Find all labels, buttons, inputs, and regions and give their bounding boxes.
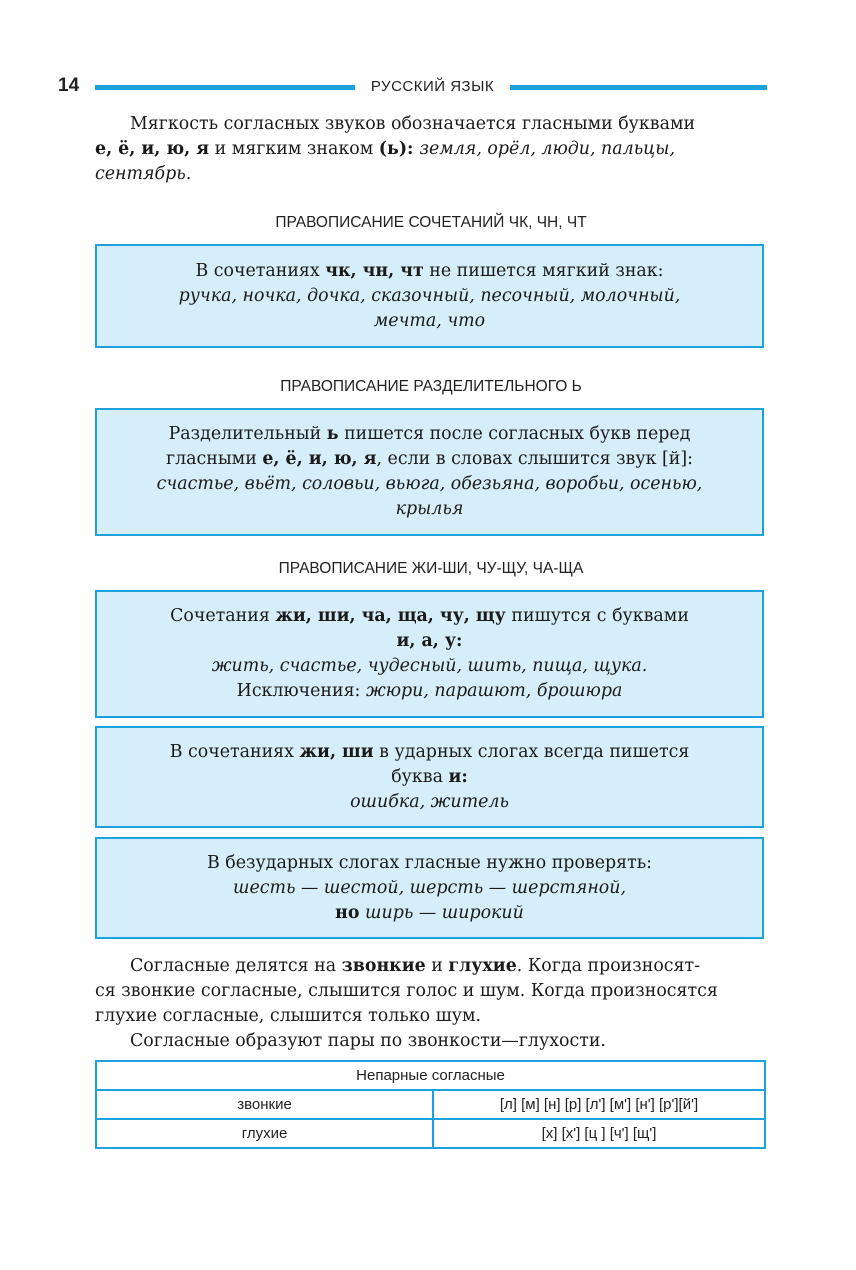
intro-vowels: е, ё, и, ю, я <box>95 139 210 159</box>
body-text: ся звонкие согласные, слышится голос и шум. Когда произносятся <box>95 981 718 1001</box>
section-heading-zhi-shi: ПРАВОПИСАНИЕ ЖИ-ШИ, ЧУ-ЩУ, ЧА-ЩА <box>278 560 584 577</box>
row-value: [л] [м] [н] [р] [л'] [м'] [н'] [р'][й'] <box>433 1090 765 1119</box>
intro-text: и мягким знаком <box>209 139 379 159</box>
table-row <box>96 1090 765 1119</box>
rule-box-zhi-shi-cha-shcha <box>95 590 764 718</box>
running-title: РУССКИЙ ЯЗЫК <box>370 78 495 95</box>
term-voiceless: глухие <box>448 956 517 976</box>
table-row <box>96 1119 765 1148</box>
rule-examples: ручка, ночка, дочка, сказочный, песочный, молочный, <box>178 285 681 306</box>
row-label: глухие <box>96 1119 433 1148</box>
rule-letters: е, ё, и, ю, я <box>262 449 377 469</box>
rule-text: буква <box>391 766 449 787</box>
intro-colon: : <box>407 139 420 159</box>
intro-examples: земля, орёл, люди, пальцы, <box>419 139 675 159</box>
rule-letters: жи, ши <box>299 741 374 762</box>
rule-examples: жить, счастье, чудесный, шить, пища, щука. <box>211 656 648 676</box>
rule-box-separating-soft-sign <box>95 408 764 536</box>
rule-text: в ударных слогах всегда пишется <box>373 741 690 762</box>
header-bar-left <box>95 85 355 90</box>
body-text: Согласные делятся на <box>130 956 342 976</box>
rule-examples: мечта, что <box>373 310 486 331</box>
body-text: и <box>425 956 449 976</box>
unpaired-consonants-table <box>95 1060 766 1149</box>
rule-text: В сочетаниях <box>195 260 326 281</box>
rule-text: пишется после согласных букв перед <box>338 424 691 444</box>
row-label: звонкие <box>96 1090 433 1119</box>
rule-box-chk-chn-cht <box>95 244 764 348</box>
rule-text: не пишется мягкий знак: <box>423 260 664 281</box>
rule-text: Исключения: <box>236 681 366 701</box>
rule-text: гласными <box>165 449 263 469</box>
table-caption-row <box>96 1061 765 1090</box>
rule-text: , если в словах слышится звук [й]: <box>376 449 693 469</box>
intro-examples: сентябрь. <box>95 164 192 184</box>
body-text: глухие согласные, слышится только шум. <box>95 1006 482 1026</box>
rule-text: В сочетаниях <box>169 741 300 762</box>
page-header <box>0 72 856 102</box>
term-voiced: звонкие <box>341 956 426 976</box>
rule-text: Разделительный <box>168 424 327 444</box>
rule-text: пишутся с буквами <box>505 606 689 626</box>
section-heading-chk-chn-cht: ПРАВОПИСАНИЕ СОЧЕТАНИЙ ЧК, ЧН, ЧТ <box>275 214 587 231</box>
rule-letters: и: <box>448 766 468 787</box>
rule-letters: и, а, у: <box>396 631 463 651</box>
section-heading-separating-soft-sign: ПРАВОПИСАНИЕ РАЗДЕЛИТЕЛЬНОГО Ь <box>280 378 582 395</box>
rule-letters: но <box>335 902 360 923</box>
rule-examples: жюри, парашют, брошюра <box>365 681 623 701</box>
rule-examples: ошибка, житель <box>350 791 509 812</box>
intro-text: Мягкость согласных звуков обозначается гласными буквами <box>130 114 696 134</box>
page-number: 14 <box>58 75 80 96</box>
intro-soft-sign: (ь) <box>378 139 408 159</box>
rule-box-unstressed-vowels <box>95 837 764 939</box>
row-value: [х] [х'] [ц ] [ч'] [щ'] <box>433 1119 765 1148</box>
body-text: Согласные образуют пары по звонкости—глухости. <box>130 1031 606 1051</box>
rule-examples: шесть — шестой, шерсть — шерстяной, <box>233 877 626 898</box>
table-caption: Непарные согласные <box>96 1061 765 1090</box>
rule-examples: крылья <box>395 499 464 519</box>
rule-text: Сочетания <box>170 606 276 626</box>
consonants-paragraph <box>95 954 767 1054</box>
rule-letters: ь <box>326 424 339 444</box>
rule-text: В безударных слогах гласные нужно проверять: <box>206 852 653 873</box>
rule-examples: ширь — широкий <box>359 902 524 923</box>
header-bar-right <box>510 85 767 90</box>
rule-letters: жи, ши, ча, ща, чу, щу <box>275 606 506 626</box>
rule-letters: чк, чн, чт <box>325 260 424 281</box>
rule-box-stressed-zhi-shi <box>95 726 764 828</box>
rule-examples: счастье, вьёт, соловьи, вьюга, обезьяна, воробьи, осенью, <box>156 474 703 494</box>
intro-paragraph <box>95 112 767 187</box>
body-text: . Когда произносят- <box>516 956 701 976</box>
